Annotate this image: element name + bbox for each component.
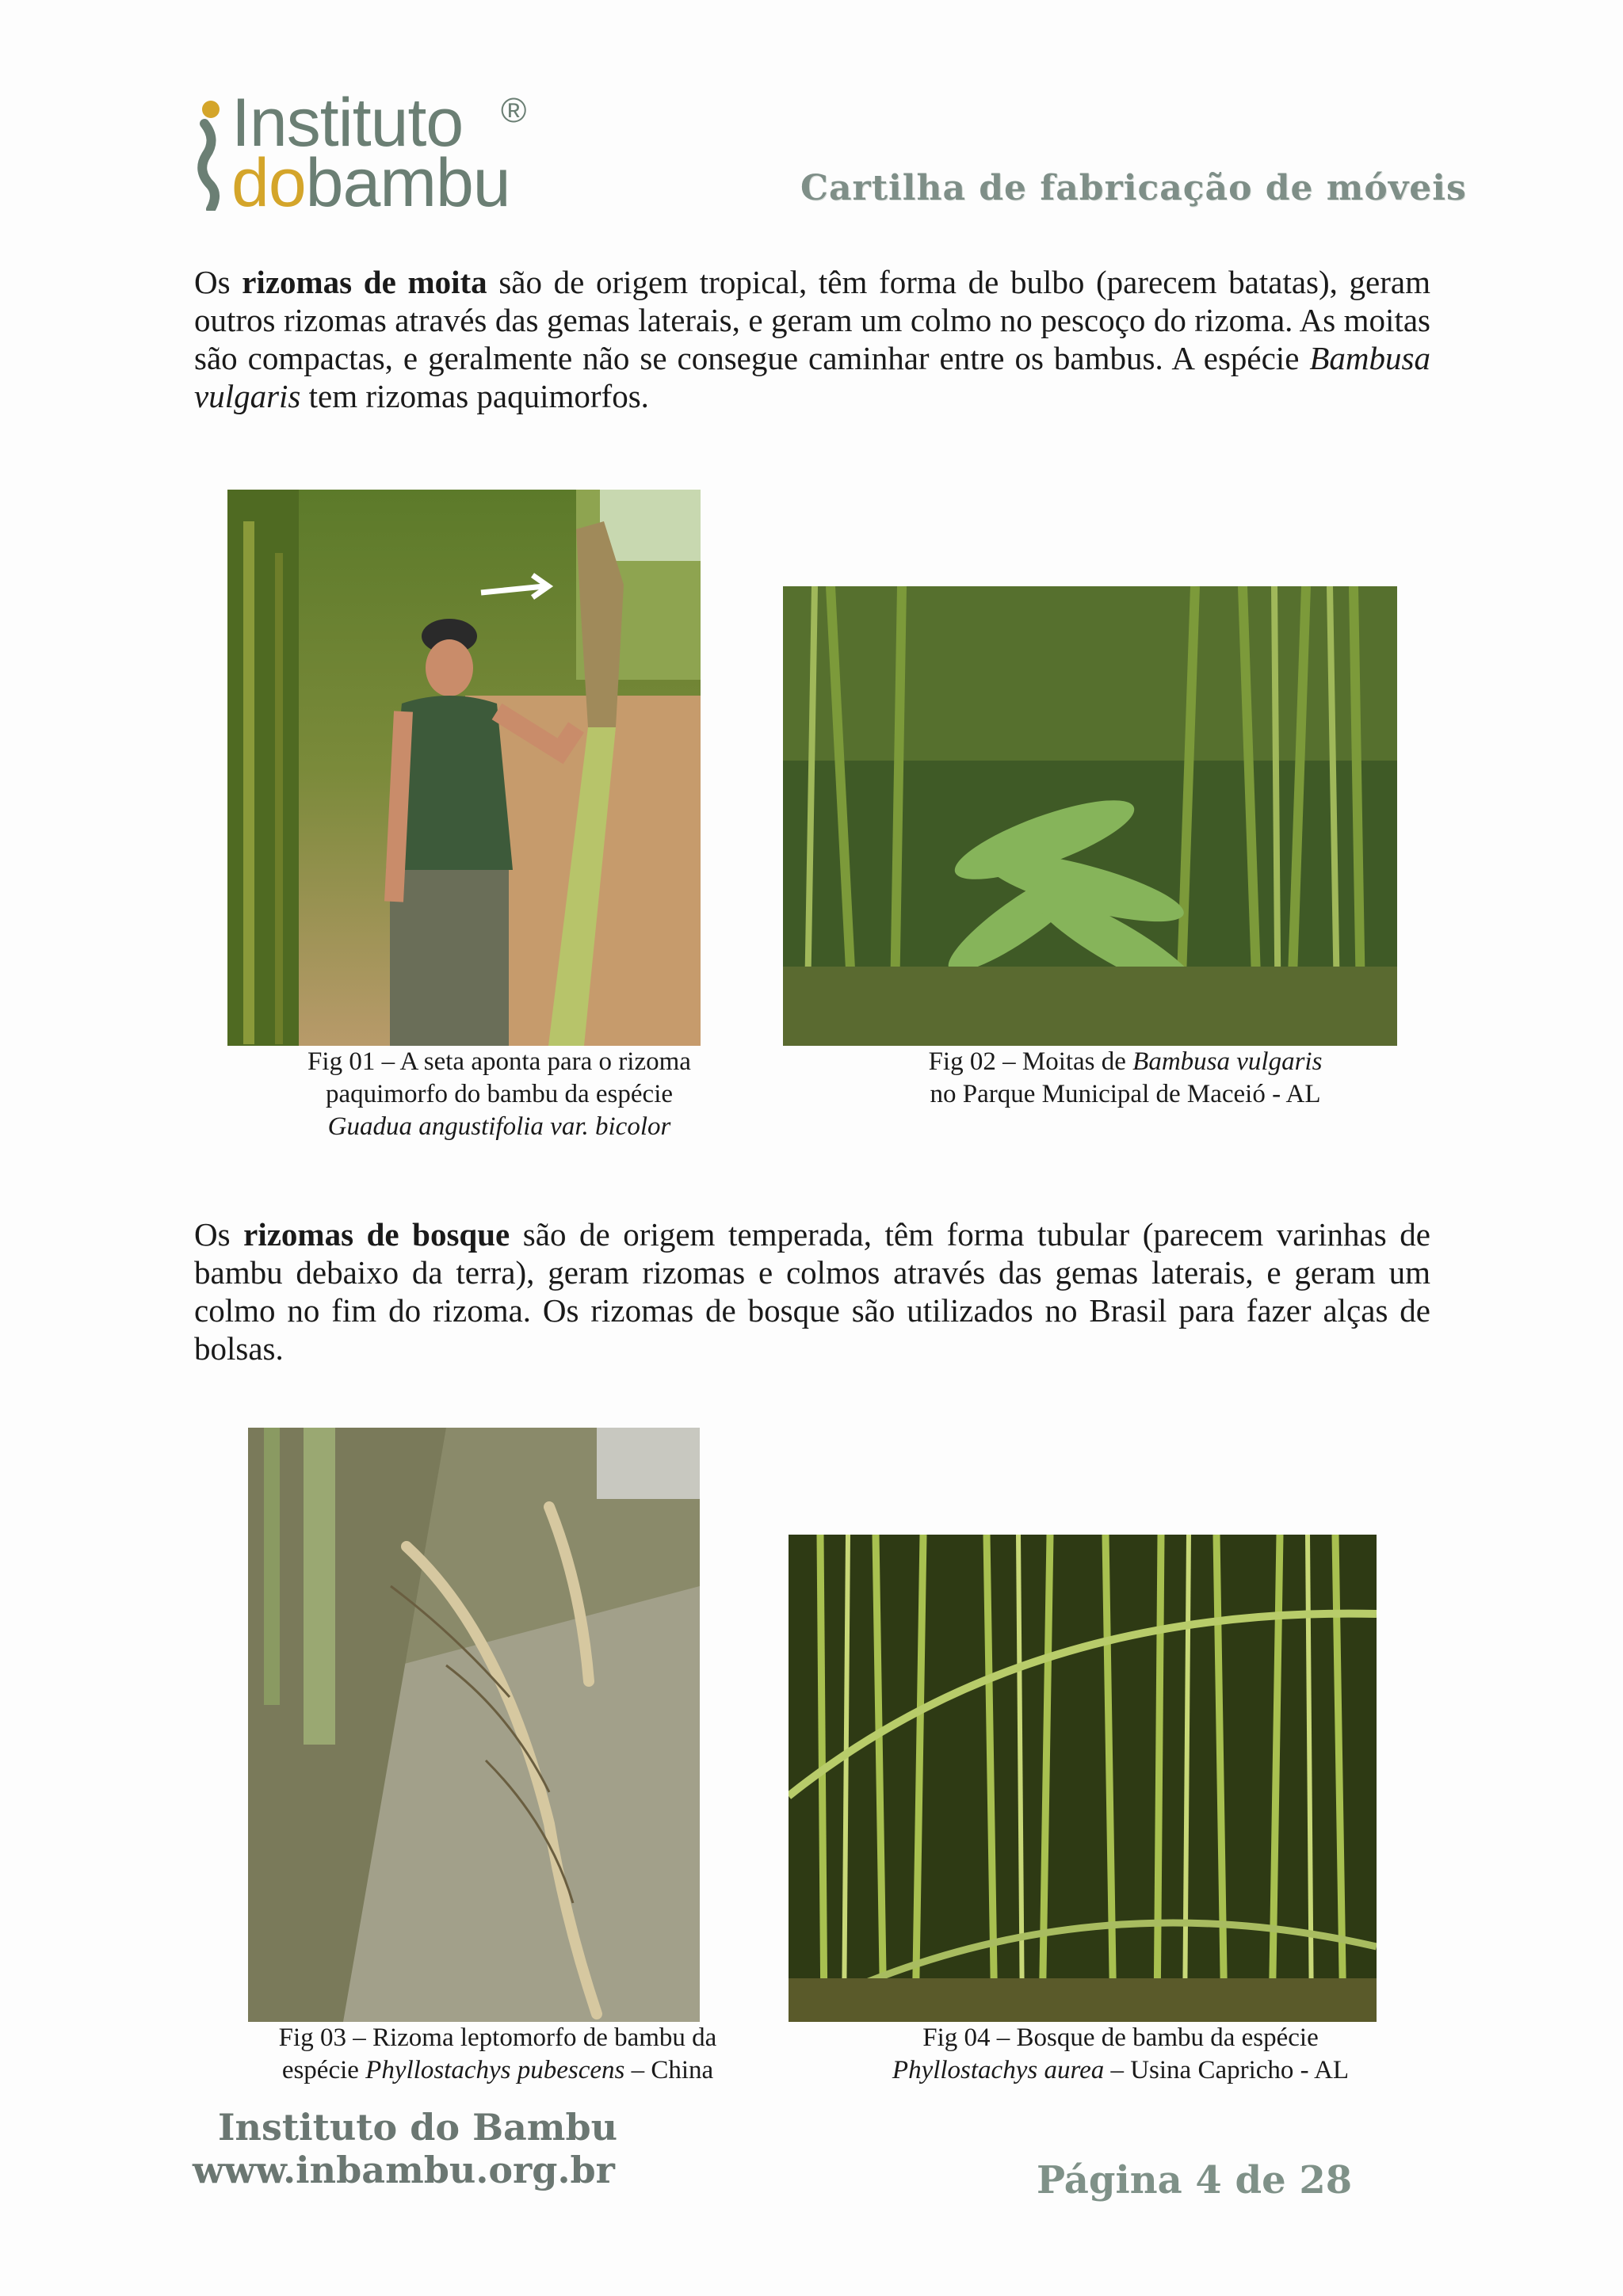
fig02-photo — [783, 586, 1397, 1046]
species-name: Bambusa vulgaris — [1132, 1047, 1323, 1076]
text-run: espécie — [281, 2056, 366, 2084]
caption-line: paquimorfo do bambu da espécie — [325, 1080, 674, 1108]
text-run: Fig 02 – Moitas de — [928, 1047, 1133, 1076]
logo-registered-mark: ® — [501, 91, 527, 130]
species-name: Phyllostachys aurea — [892, 2056, 1105, 2084]
logo-bamboo-mark — [197, 100, 225, 211]
text-run: – China — [624, 2056, 714, 2084]
species-name: Bambusa vulgaris — [194, 340, 1430, 414]
page-number: Página 4 de 28 — [1037, 2158, 1353, 2203]
caption-line: Fig 03 – Rizoma leptomorfo de bambu da — [278, 2023, 717, 2052]
text-run: tem rizomas paquimorfos. — [300, 378, 649, 414]
text-run: são de origem tropical, têm forma de bulbo (parecem batatas), geram outros rizomas através das gemas laterais, e geram um colmo no pescoço do rizoma. As moitas são compactas, e geralmente não se consegue caminhar entre os bambus. A espécie — [194, 264, 1430, 376]
bold-term: rizomas de moita — [242, 264, 487, 300]
text-run: – Usina Capricho - AL — [1104, 2056, 1350, 2084]
fig04-photo-illustration — [789, 1535, 1377, 2022]
caption-line — [238, 1111, 761, 1143]
fig04-photo — [789, 1535, 1377, 2022]
caption-line: Fig 04 – Bosque de bambu da espécie — [922, 2023, 1319, 2052]
caption-line — [864, 1046, 1387, 1078]
fig04-caption — [859, 2022, 1382, 2087]
paragraph-rizomas-bosque — [194, 1215, 1430, 1367]
fig02-caption — [864, 1046, 1387, 1111]
footer-website: www.inbambu.org.br — [193, 2149, 615, 2191]
document-title: Cartilha de fabricação de móveis — [800, 168, 1467, 208]
text-run: são de origem temperada, têm forma tubular (parecem varinhas de bambu debaixo da terra), geram rizomas e colmos através das gemas laterais, e geram um colmo no fim do rizoma. Os rizomas de bosque são utilizados no Brasil para fazer alças de bolsas. — [194, 1216, 1430, 1367]
logo-word-dobambu — [231, 145, 510, 221]
paragraph-rizomas-moita — [194, 263, 1430, 415]
fig01-caption — [238, 1046, 761, 1143]
fig03-photo-illustration — [248, 1428, 700, 2022]
logo-word-do: do — [231, 145, 306, 221]
species-name: Phyllostachys pubescens — [365, 2056, 625, 2084]
caption-line: Fig 01 – A seta aponta para o rizoma — [307, 1047, 691, 1076]
caption-line — [236, 2054, 759, 2087]
fig01-photo-illustration — [227, 490, 701, 1046]
text-run: Os — [194, 264, 242, 300]
caption-line: no Parque Municipal de Maceió - AL — [930, 1080, 1321, 1108]
fig03-photo — [248, 1428, 700, 2022]
bold-term: rizomas de bosque — [243, 1216, 510, 1253]
species-name: Guadua angustifolia var. bicolor — [327, 1112, 671, 1141]
logo-word-bambu: bambu — [305, 145, 510, 221]
caption-line — [859, 2054, 1382, 2087]
fig01-photo — [227, 490, 701, 1046]
fig03-caption — [236, 2022, 759, 2087]
logo-word-instituto: Instituto — [231, 85, 464, 161]
footer-organization: Instituto do Bambu — [218, 2106, 618, 2149]
text-run: Os — [194, 1216, 244, 1253]
fig02-photo-illustration — [783, 586, 1397, 1046]
